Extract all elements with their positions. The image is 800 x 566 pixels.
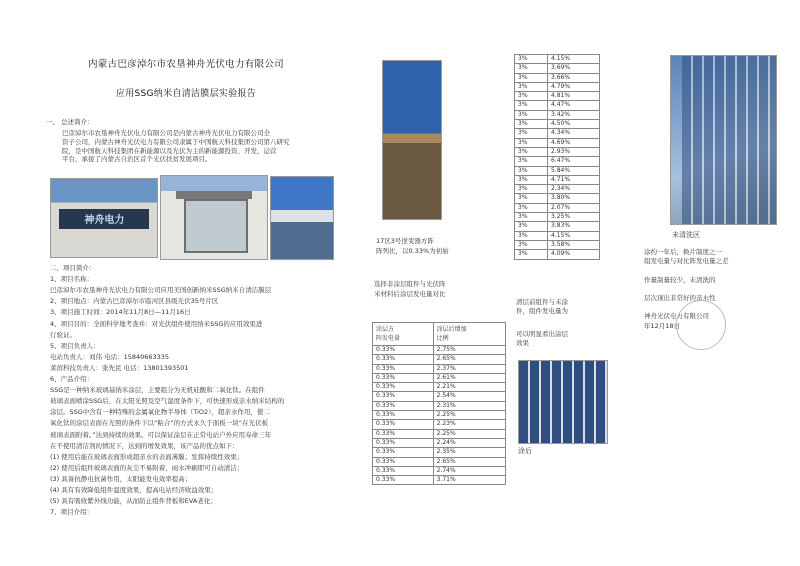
details-line: 在不使用清洁剂的情况下，达到的增发效果，该产品的优点如下： [50, 441, 239, 450]
details-line: 2、项目地点：内蒙古巴彦淖尔市临河区县级光伏35号片区 [50, 297, 219, 306]
table-cell: 2.35% [433, 448, 505, 457]
photo-coated-panels [518, 360, 608, 444]
note-line: 选择非涂层组件与光伏阵 [374, 280, 446, 288]
table-cell: 0.33% [373, 420, 434, 429]
table-row [373, 364, 506, 373]
table-cell: 2.65% [433, 457, 505, 466]
intro-line: 资子公司，内蒙古神舟光伏电力有限公司隶属于中国航天科技集团公司第八研究 [62, 137, 290, 146]
table-row [515, 147, 600, 156]
table-cell: 3% [515, 166, 548, 175]
details-line: 涂层。SSG中含有一种特殊的金属氧化物半导体（TiO2），超亲水作用，使二 [50, 408, 270, 417]
conclusion-line: 作量制量较少，未清洗的 [644, 275, 716, 284]
details-line: 玻璃表面喷涂SSG后，在太阳光照及空气湿度条件下，可快速形成亲水纳米结构的 [50, 397, 285, 406]
table-cell: 3% [515, 101, 548, 110]
table-cell: 3.58% [547, 240, 599, 249]
table-row [515, 231, 600, 240]
table-cell: 3% [515, 175, 548, 184]
table-cell: 4.71% [547, 175, 599, 184]
result-line: 件，组件发电量为 [516, 307, 568, 315]
table-cell: 3.80% [547, 194, 599, 203]
details-line: 7、项目介绍： [50, 508, 94, 517]
photo-entrance [160, 175, 268, 260]
table-cell: 0.33% [373, 346, 434, 355]
table-row [373, 392, 506, 401]
table-cell: 3% [515, 147, 548, 156]
table-cell: 2.07% [547, 203, 599, 212]
details-line: 二、项目简介： [50, 264, 96, 272]
intro-line: 平台，承接了内蒙古自治区首个光伏扶贫发展项目。 [62, 155, 212, 164]
table-cell: 4.15% [547, 231, 599, 240]
table-row [515, 213, 600, 222]
conclusion-line: 涂约一年后，换片制度之一 [644, 248, 722, 256]
table-cell: 6.47% [547, 157, 599, 166]
table-row [373, 355, 506, 364]
table-cell: 0.33% [373, 364, 434, 373]
table-cell: 2.74% [433, 466, 505, 475]
intro-line: 巴彦淖尔市农垦神舟光伏电力有限公司是内蒙古神舟光伏电力有限公司全 [62, 129, 270, 137]
photo-dusty-ground [382, 60, 442, 220]
photo-panel-array [670, 55, 777, 225]
table-cell: 0.33% [373, 373, 434, 382]
table-cell: 3% [515, 129, 548, 138]
report-page-2 [372, 0, 514, 566]
report-company-title: 内蒙古巴彦淖尔市农垦神舟光伏电力有限公司 [87, 59, 284, 70]
note-line: 米材料后涂层发电量对比 [374, 290, 446, 298]
details-line: (5) 具有吸收紫外线功能，从而防止组件背板和EVA老化； [50, 497, 217, 506]
table-cell: 3% [515, 110, 548, 119]
table-cell: 4.34% [547, 129, 599, 138]
details-line: 行验证。 [50, 330, 76, 339]
table-row [373, 438, 506, 447]
table-cell: 2.37% [433, 364, 505, 373]
details-line: 玻璃表面附着。”达到持续的效果。可以保证涂层在正常电站户外应用寿命三年 [50, 430, 272, 439]
table-cell: 2.65% [433, 355, 505, 364]
table-row [515, 82, 600, 91]
table-cell: 0.33% [373, 383, 434, 392]
table-cell: 0.33% [373, 429, 434, 438]
table-row [373, 411, 506, 420]
table-cell: 0.33% [373, 476, 434, 485]
table-cell: 3% [515, 213, 548, 222]
table-cell: 0.33% [373, 401, 434, 410]
photo-caption-coated: 涂后 [518, 447, 532, 455]
table-cell: 2.93% [547, 147, 599, 156]
table-cell: 5.84% [547, 166, 599, 175]
table-row [515, 110, 600, 119]
details-line: (4) 具有有效降低组件温度效果，提高电站经济收益效果； [50, 486, 218, 494]
table-cell: 3% [515, 55, 548, 64]
table-cell: 4.79% [547, 82, 599, 91]
table-cell: 3.83% [547, 222, 599, 231]
details-line: 氧化钛的涂层表面在光照的条件下以“粘合”的方式永久于面板一块“在光伏板 [50, 419, 269, 428]
details-line: 6、产品介绍： [50, 375, 94, 383]
table-row [373, 476, 506, 485]
table-cell: 3% [515, 64, 548, 73]
table-cell: 3% [515, 82, 548, 91]
table-cell: 3% [515, 231, 548, 240]
table-row [515, 203, 600, 212]
conclusion-line: 层次现出非常好的亲水性 [644, 294, 716, 302]
table-header-cell: 涂层方 阵发电量 [373, 323, 434, 346]
table-row [515, 129, 600, 138]
table-cell: 0.33% [373, 438, 434, 447]
result-line: 可以明显看出涂层 [516, 330, 568, 338]
details-line: (1) 使用后能在玻璃表面形成超亲水的表面薄膜；发挥持续性效果； [50, 452, 244, 461]
table-row [373, 383, 506, 392]
report-page-3 [514, 0, 800, 566]
photo-solar-field [270, 176, 334, 260]
result-line: 清层前组件与未涂 [516, 298, 568, 306]
table-row [515, 138, 600, 147]
table-cell: 3% [515, 222, 548, 231]
table-row [515, 120, 600, 129]
table-cell: 3.42% [547, 110, 599, 119]
table-cell: 3% [515, 138, 548, 147]
details-line: 5、项目负责人： [50, 341, 100, 350]
photo-company-gate [50, 178, 158, 258]
table-cell: 2.61% [433, 373, 505, 382]
table-cell: 3% [515, 194, 548, 203]
conclusion-line: 组发电量与对比阵发电量之差 [644, 257, 729, 266]
table-cell: 2.23% [433, 420, 505, 429]
table-cell: 4.69% [547, 138, 599, 147]
table-cell: 3% [515, 240, 548, 249]
details-line: 1、项目名称： [50, 275, 94, 284]
table-row [373, 457, 506, 466]
report-subtitle: 应用SSG纳米自清洁膜层实验报告 [115, 89, 257, 99]
intro-line: 院，是中国航天科技集团在新能源以及光伏为主的新能源投资、开发、运营 [62, 146, 277, 155]
table-cell: 4.47% [547, 101, 599, 110]
details-line: 巴彦淖尔市农垦神舟光伏电力有限公司应用美国创新纳米SSG纳米自清洁膜层 [50, 286, 272, 295]
section-heading-overview: 一、 总述简介： [46, 118, 94, 126]
table-cell: 0.33% [373, 355, 434, 364]
company-seal [676, 300, 726, 350]
table-cell: 2.24% [433, 438, 505, 447]
table-row [515, 101, 600, 110]
table-header-cell: 涂层后增加 比例 [433, 323, 505, 346]
table-cell: 0.33% [373, 392, 434, 401]
generation-table [514, 54, 600, 260]
table-cell: 2.25% [433, 429, 505, 438]
table-cell: 3% [515, 120, 548, 129]
table-row [515, 55, 600, 64]
table-cell: 3% [515, 92, 548, 101]
table-cell: 0.33% [373, 411, 434, 420]
table-row [373, 466, 506, 475]
table-row [515, 175, 600, 184]
details-line: (2) 使用后组件玻璃表面的灰尘不易附着，雨水冲刷即可自动清洁； [50, 463, 244, 472]
table-row [515, 157, 600, 166]
photo-caption-uncleaned: 未清洗区 [672, 231, 700, 239]
table-cell: 0.33% [373, 457, 434, 466]
increase-table [372, 322, 506, 485]
table-cell: 3.25% [547, 213, 599, 222]
table-row [373, 346, 506, 355]
table-cell: 2.25% [433, 411, 505, 420]
table-row [373, 401, 506, 410]
table-cell: 3.66% [547, 73, 599, 82]
table-cell: 2.31% [433, 401, 505, 410]
table-row [515, 166, 600, 175]
table-cell: 3% [515, 157, 548, 166]
table-row [373, 373, 506, 382]
details-line: SSG是一种纳米玻璃基纳米涂层，主要组分为无机硅酸和二氧化钛。在组件 [50, 386, 265, 395]
table-cell: 3.71% [433, 476, 505, 485]
details-line: 莱茵科技负责人：张先民 电话：13801393501 [50, 363, 189, 372]
table-row [373, 429, 506, 438]
table-cell: 2.34% [547, 185, 599, 194]
caption-line: 17区3号逆变器方阵 [376, 237, 434, 245]
conclusion-line: 神舟光伏电力有限公司 [644, 312, 709, 321]
table-row [515, 194, 600, 203]
table-cell: 4.50% [547, 120, 599, 129]
table-row [515, 185, 600, 194]
table-row [515, 73, 600, 82]
table-cell: 4.09% [547, 250, 599, 259]
table-cell: 3.69% [547, 64, 599, 73]
details-line: 电站负责人：刘伟 电话：15840663335 [50, 352, 170, 361]
gate-sign-text: 神舟电力 [84, 214, 125, 226]
result-line: 效果 [516, 339, 529, 347]
table-cell: 2.75% [433, 346, 505, 355]
details-line: 4、项目目的：全面科学地考查并：对光伏组件使用纳米SSG的应用效果进 [50, 319, 263, 328]
table-row [373, 448, 506, 457]
table-cell: 3% [515, 250, 548, 259]
table-cell: 3% [515, 203, 548, 212]
table-row [515, 64, 600, 73]
table-header-row [373, 323, 506, 346]
table-cell: 4.81% [547, 92, 599, 101]
gate-sign [59, 209, 148, 229]
table-row [515, 92, 600, 101]
table-cell: 2.21% [433, 383, 505, 392]
table-cell: 4.15% [547, 55, 599, 64]
table-row [515, 250, 600, 259]
table-cell: 0.33% [373, 466, 434, 475]
conclusion-line: 年12月18日 [644, 321, 681, 330]
table-cell: 2.54% [433, 392, 505, 401]
table-cell: 0.33% [373, 448, 434, 457]
table-cell: 3% [515, 185, 548, 194]
table-row [373, 420, 506, 429]
report-page-1 [0, 0, 372, 566]
table-row [515, 240, 600, 249]
details-line: 3、项目施工时间：2014年11月8日—11月16日 [50, 308, 191, 317]
table-row [515, 222, 600, 231]
details-line: (3) 具备抗静电抗菌作用，太阳能发电效率提高； [50, 474, 192, 483]
caption-line: 阵列比，以0.33%为初始 [376, 247, 449, 255]
table-cell: 3% [515, 73, 548, 82]
